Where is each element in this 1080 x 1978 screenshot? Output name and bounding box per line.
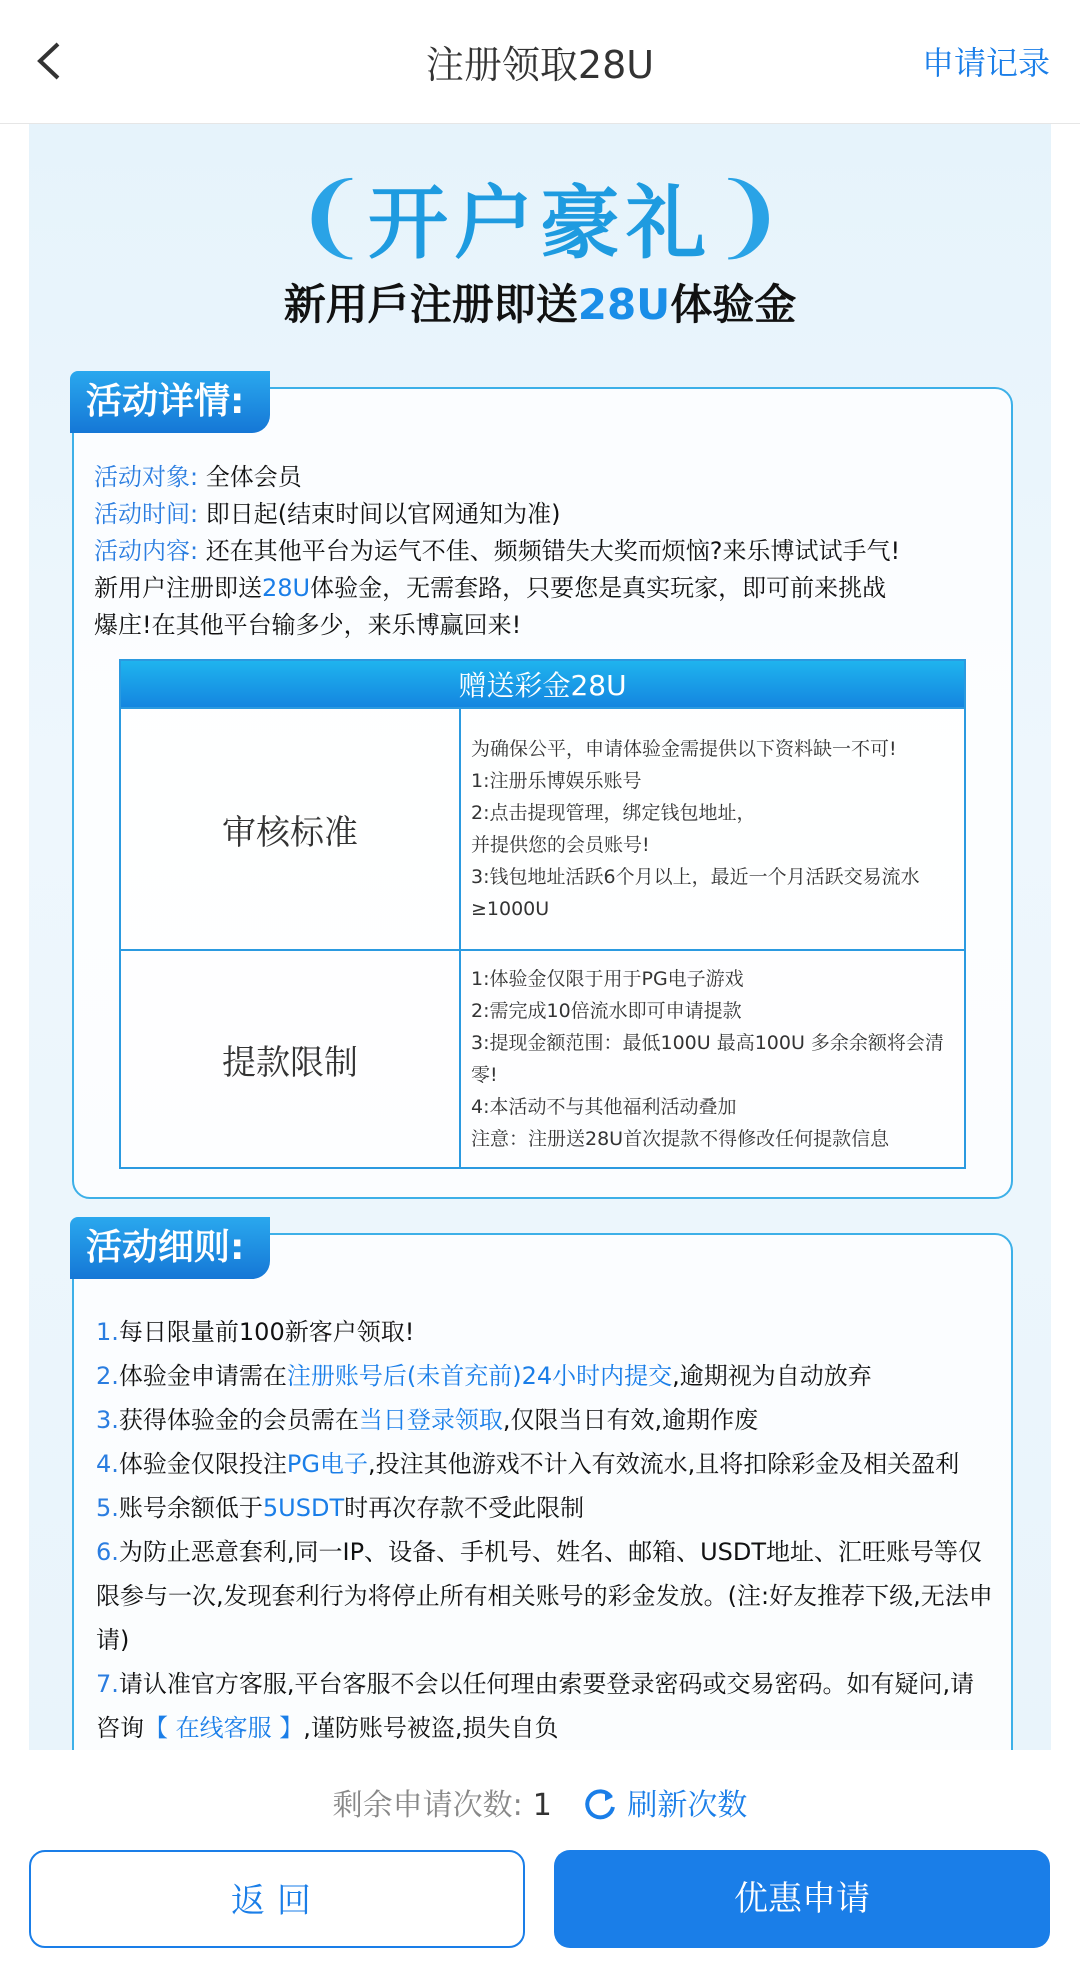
bottom-action-bar xyxy=(0,1750,1080,1978)
rule-item: 4.体验金仅限投注PG电子,投注其他游戏不计入有效流水,且将扣除彩金及相关盈利 xyxy=(96,1450,960,1478)
laurel-left-icon: ❨ xyxy=(294,164,370,269)
apply-record-link[interactable]: 申请记录 xyxy=(921,44,1050,82)
apply-button[interactable]: 优惠申请 xyxy=(554,1850,1050,1948)
top-nav-bar xyxy=(0,0,1080,124)
details-tag: 活动详情: xyxy=(70,371,270,433)
back-button[interactable]: 返回 xyxy=(29,1850,525,1948)
details-card xyxy=(72,381,1013,1199)
rule-item: 7.请认准官方客服,平台客服不会以任何理由索要登录密码或交易密码。如有疑问,请咨询【 在线客服 】,谨防账号被盗,损失自负 xyxy=(96,1670,975,1742)
rules-card xyxy=(72,1227,1013,1764)
details-text: 活动对象: 全体会员 活动时间: 即日起(结束时间以官网通知为准) 活动内容: 还在其他平台为运气不佳、频频错失大奖而烦恼?来乐博试试手气! 新用户注册即送28U体验金，无需套路，只要您是真实玩家，即可前来挑战 爆庄!在其他平台输多少，来乐博赢回来! xyxy=(94,463,901,639)
rules-tag: 活动细则: xyxy=(70,1217,270,1279)
rules-list xyxy=(96,1310,997,1750)
banner-title: 开户豪礼 xyxy=(368,177,712,270)
rule-item: 1.每日限量前100新客户领取! xyxy=(96,1318,415,1346)
banner-subtitle: 新用戶注册即送28U体验金 xyxy=(283,280,797,329)
rule-item: 3.获得体验金的会员需在当日登录领取,仅限当日有效,逾期作废 xyxy=(96,1406,759,1434)
laurel-right-icon: ❩ xyxy=(710,164,786,269)
table-header: 赠送彩金28U xyxy=(120,660,965,708)
rule-item: 5.账号余额低于5USDT时再次存款不受此限制 xyxy=(96,1494,585,1522)
remaining-count: 剩余申请次数: 1 刷新次数 xyxy=(0,1780,1080,1824)
table-row: 审核标准 为确保公平，申请体验金需提供以下资料缺一不可! 1:注册乐博娱乐账号 2:点击提现管理，绑定钱包地址， 并提供您的会员账号! 3:钱包地址活跃6个月以上，最近一个月活跃交易流水≥1000U xyxy=(120,708,965,950)
refresh-count-button[interactable]: 刷新次数 xyxy=(581,1788,747,1823)
bonus-table xyxy=(119,659,966,1169)
rule-item: 6.为防止恶意套利,同一IP、设备、手机号、姓名、邮箱、USDT地址、汇旺账号等仅限参与一次,发现套利行为将停止所有相关账号的彩金发放。(注:好友推荐下级,无法申请) xyxy=(96,1538,993,1654)
rule-item: 2.体验金申请需在注册账号后(未首充前)24小时内提交,逾期视为自动放弃 xyxy=(96,1362,872,1390)
refresh-icon xyxy=(581,1785,619,1823)
promo-content xyxy=(29,124,1051,1764)
page-title: 注册领取28U xyxy=(425,43,655,87)
table-row: 提款限制 1:体验金仅限于用于PG电子游戏 2:需完成10倍流水即可申请提款 3:提现金额范围：最低100U 最高100U 多余余额将会清零! 4:本活动不与其他福利活动叠加 注意：注册送28U首次提款不得修改任何提款信息 xyxy=(120,950,965,1168)
